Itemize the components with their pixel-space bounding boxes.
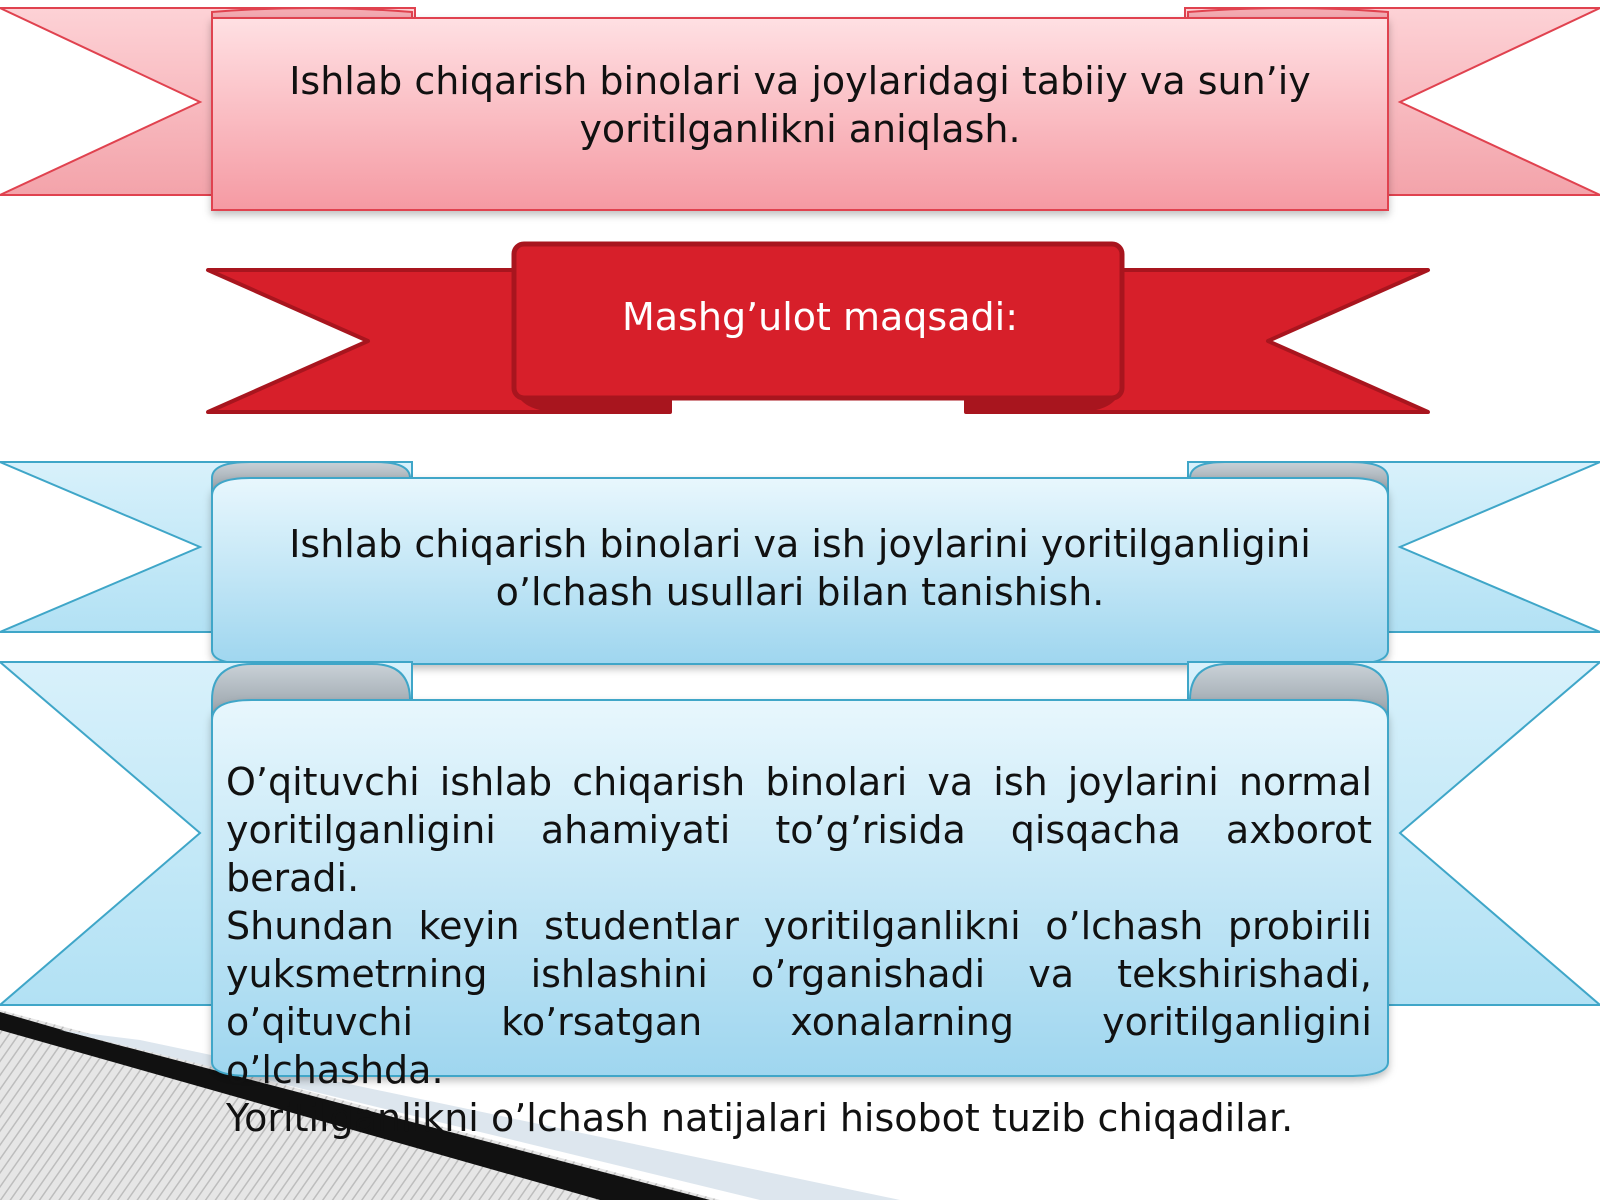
description-paragraph [226,758,1372,1142]
description-line: yoritilganligini ahamiyati to’g’risida qisqacha axborot beradi. [226,808,1372,900]
description-line: O’qituvchi ishlab chiqarish binolari va ish joylarini normal [226,760,1372,804]
section-label-text [520,262,1120,372]
description-line: o’qituvchi ko’rsatgan xonalarning yoritilganligini o’lchashda. [226,1000,1372,1092]
description-line: Yoritilganlikni o’lchash natijalari hisobot tuzib chiqadilar. [226,1096,1294,1140]
goal-title-label: Ishlab chiqarish binolari va joylaridagi tabiiy va sun’iy yoritilganlikni aniqlash. [289,59,1311,151]
objective-text [220,498,1380,638]
objective-label: Ishlab chiqarish binolari va ish joylarini yoritilganligini o’lchash usullari bilan tanishish. [289,522,1311,614]
description-line: Shundan keyin studentlar yoritilganlikni o’lchash probirili [226,904,1372,948]
section-label: Mashg’ulot maqsadi: [621,295,1018,339]
description-text [226,758,1372,1140]
goal-title-text [220,30,1380,180]
description-line: yuksmetrning ishlashini o’rganishadi va tekshirishadi, [226,952,1372,996]
